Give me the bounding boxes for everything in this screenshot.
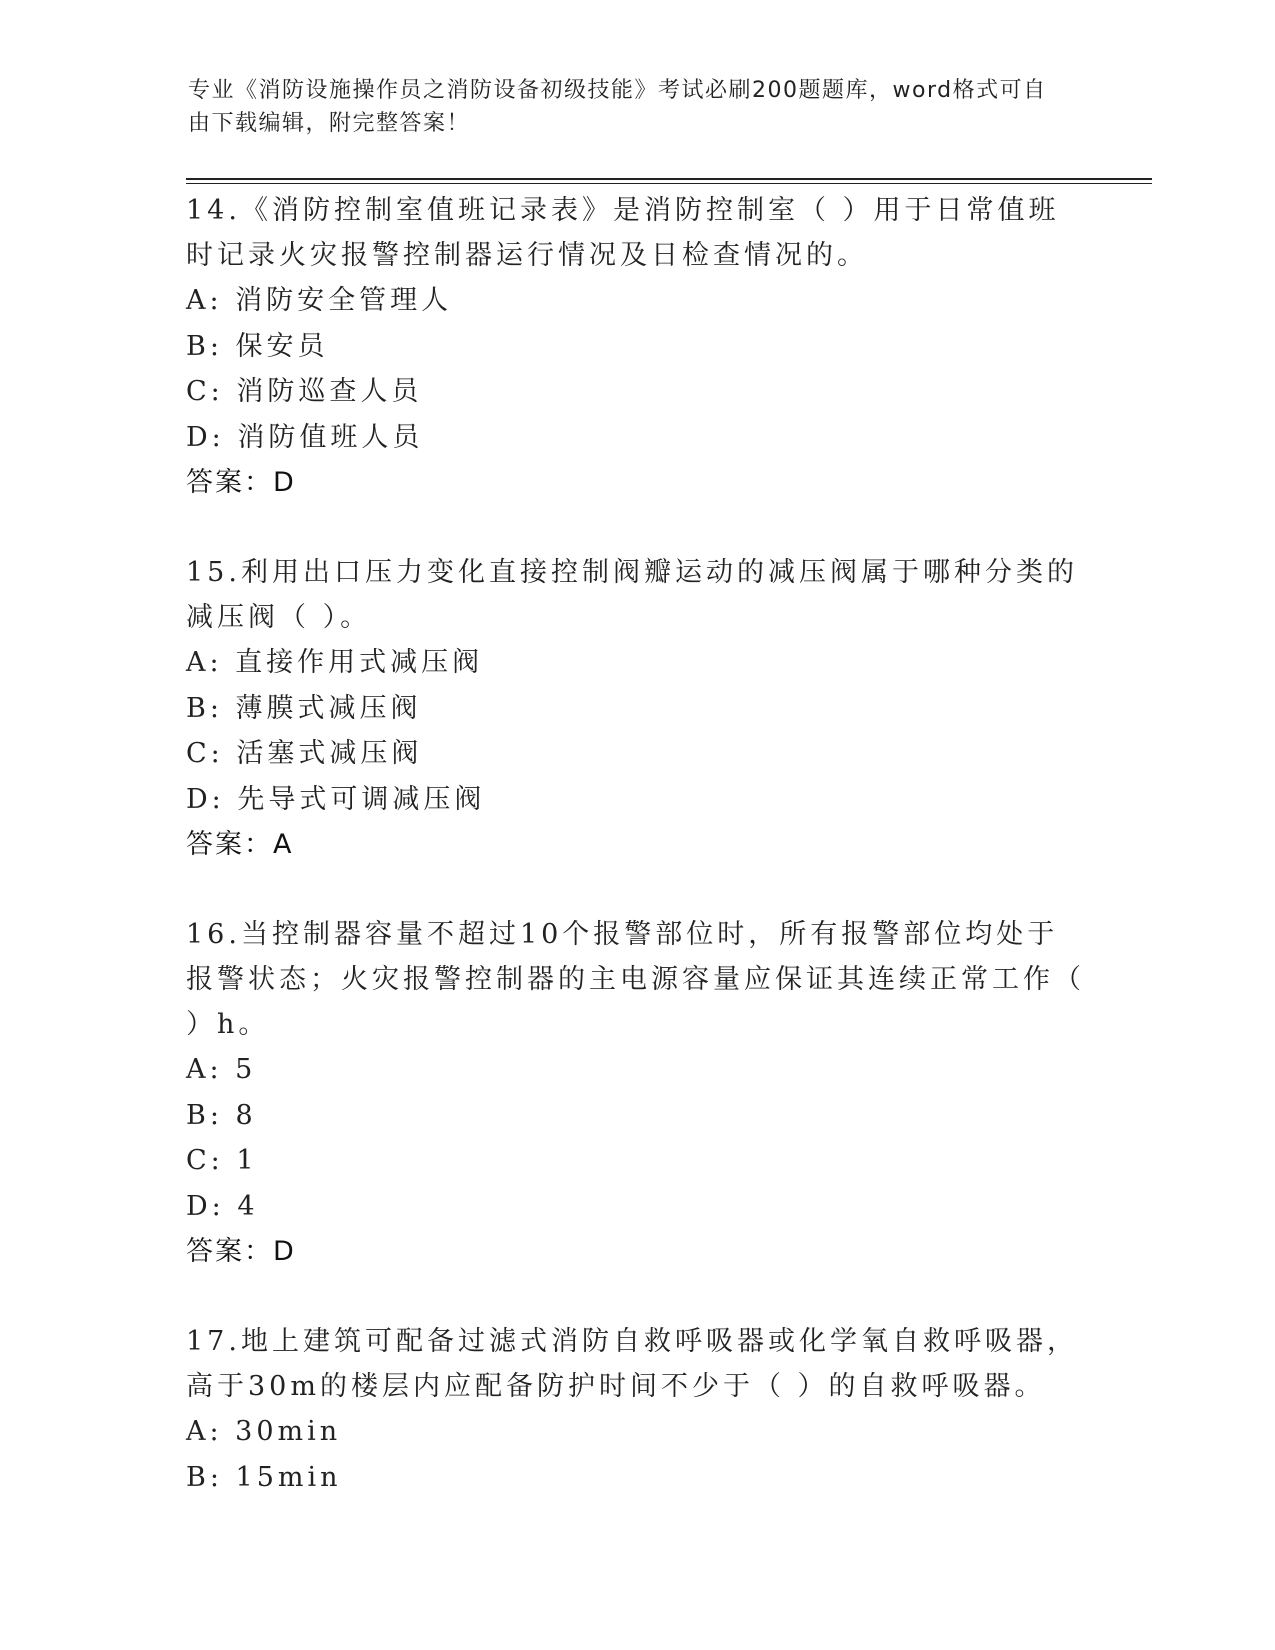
question-15 bbox=[186, 550, 1086, 912]
option-a: A: 5 bbox=[186, 1054, 257, 1085]
option-b: B: 薄膜式减压阀 bbox=[186, 692, 422, 724]
question-spacer bbox=[186, 867, 1086, 912]
question-16 bbox=[186, 912, 1086, 1319]
question-spacer bbox=[186, 505, 1086, 550]
option-c: C: 活塞式减压阀 bbox=[186, 738, 423, 769]
option-a: A: 30min bbox=[186, 1416, 342, 1447]
option-a: A: 消防安全管理人 bbox=[186, 285, 453, 316]
answer-line: 答案：D bbox=[186, 467, 296, 498]
option-d: D: 4 bbox=[186, 1190, 259, 1222]
option-b: B: 8 bbox=[186, 1099, 257, 1131]
question-17 bbox=[186, 1319, 1086, 1500]
document-header: 专业《消防设施操作员之消防设备初级技能》考试必刷200题题库，word格式可自由下载编辑，附完整答案！ bbox=[188, 78, 1047, 136]
option-b: B: 保安员 bbox=[186, 330, 329, 362]
question-list bbox=[186, 188, 1086, 1500]
question-stem: 14.《消防控制室值班记录表》是消防控制室（ ）用于日常值班时记录火灾报警控制器运行情况及日检查情况的。 bbox=[186, 195, 1060, 271]
option-d: D: 消防值班人员 bbox=[186, 421, 424, 453]
question-stem: 15.利用出口压力变化直接控制阀瓣运动的减压阀属于哪种分类的减压阀（ ）。 bbox=[186, 557, 1078, 633]
answer-line: 答案：A bbox=[186, 829, 294, 860]
option-d: D: 先导式可调减压阀 bbox=[186, 783, 486, 815]
question-spacer bbox=[186, 1274, 1086, 1319]
question-14 bbox=[186, 188, 1086, 550]
answer-line: 答案：D bbox=[186, 1236, 296, 1267]
option-a: A: 直接作用式减压阀 bbox=[186, 647, 484, 678]
header-divider-thick bbox=[186, 178, 1152, 180]
header-divider-thin bbox=[186, 183, 1152, 184]
option-c: C: 消防巡查人员 bbox=[186, 376, 423, 407]
option-b: B: 15min bbox=[186, 1461, 342, 1493]
question-stem: 17.地上建筑可配备过滤式消防自救呼吸器或化学氧自救呼吸器，高于30m的楼层内应配备防护时间不少于（ ）的自救呼吸器。 bbox=[186, 1326, 1078, 1402]
question-stem: 16.当控制器容量不超过10个报警部位时，所有报警部位均处于报警状态；火灾报警控制器的主电源容量应保证其连续正常工作（ ）h。 bbox=[186, 919, 1085, 1040]
option-c: C: 1 bbox=[186, 1145, 258, 1176]
